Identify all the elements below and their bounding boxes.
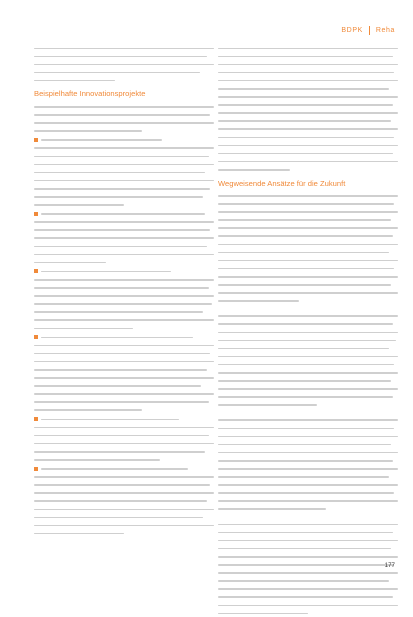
bullet-marker bbox=[34, 269, 38, 273]
bullet-item bbox=[34, 267, 214, 275]
bullet-marker bbox=[34, 335, 38, 339]
left-paragraph-1 bbox=[34, 102, 214, 134]
bullet-item bbox=[34, 333, 214, 341]
bullet-marker bbox=[34, 417, 38, 421]
subsection-label: Reha bbox=[375, 27, 395, 34]
right-heading: Wegweisende Ansätze für die Zukunft bbox=[218, 178, 346, 188]
left-column bbox=[34, 44, 214, 537]
bullet-item bbox=[34, 210, 214, 218]
left-paragraph-6 bbox=[34, 423, 214, 463]
intro-paragraph bbox=[34, 44, 214, 84]
right-paragraph-4 bbox=[218, 416, 398, 513]
bullet-marker bbox=[34, 212, 38, 216]
left-paragraph-3 bbox=[34, 218, 214, 267]
right-paragraph-2 bbox=[218, 192, 398, 305]
header-divider bbox=[369, 26, 370, 35]
bullet-marker bbox=[34, 467, 38, 471]
bullet-item bbox=[34, 136, 214, 144]
page-number: 177 bbox=[384, 562, 395, 569]
section-label: BDPK bbox=[341, 27, 363, 34]
left-paragraph-5 bbox=[34, 341, 214, 414]
bullet-item bbox=[34, 415, 214, 423]
right-column bbox=[218, 44, 398, 617]
page-header bbox=[341, 26, 395, 35]
page-footer bbox=[385, 562, 395, 569]
right-paragraph-1 bbox=[218, 44, 398, 174]
left-heading: Beispielhafte Innovationsprojekte bbox=[34, 89, 146, 99]
left-paragraph-4 bbox=[34, 275, 214, 332]
bullet-marker bbox=[34, 138, 38, 142]
left-paragraph-7 bbox=[34, 473, 214, 538]
left-paragraph-2 bbox=[34, 144, 214, 209]
right-paragraph-3 bbox=[218, 312, 398, 409]
right-paragraph-5 bbox=[218, 520, 398, 617]
bullet-item bbox=[34, 465, 214, 473]
